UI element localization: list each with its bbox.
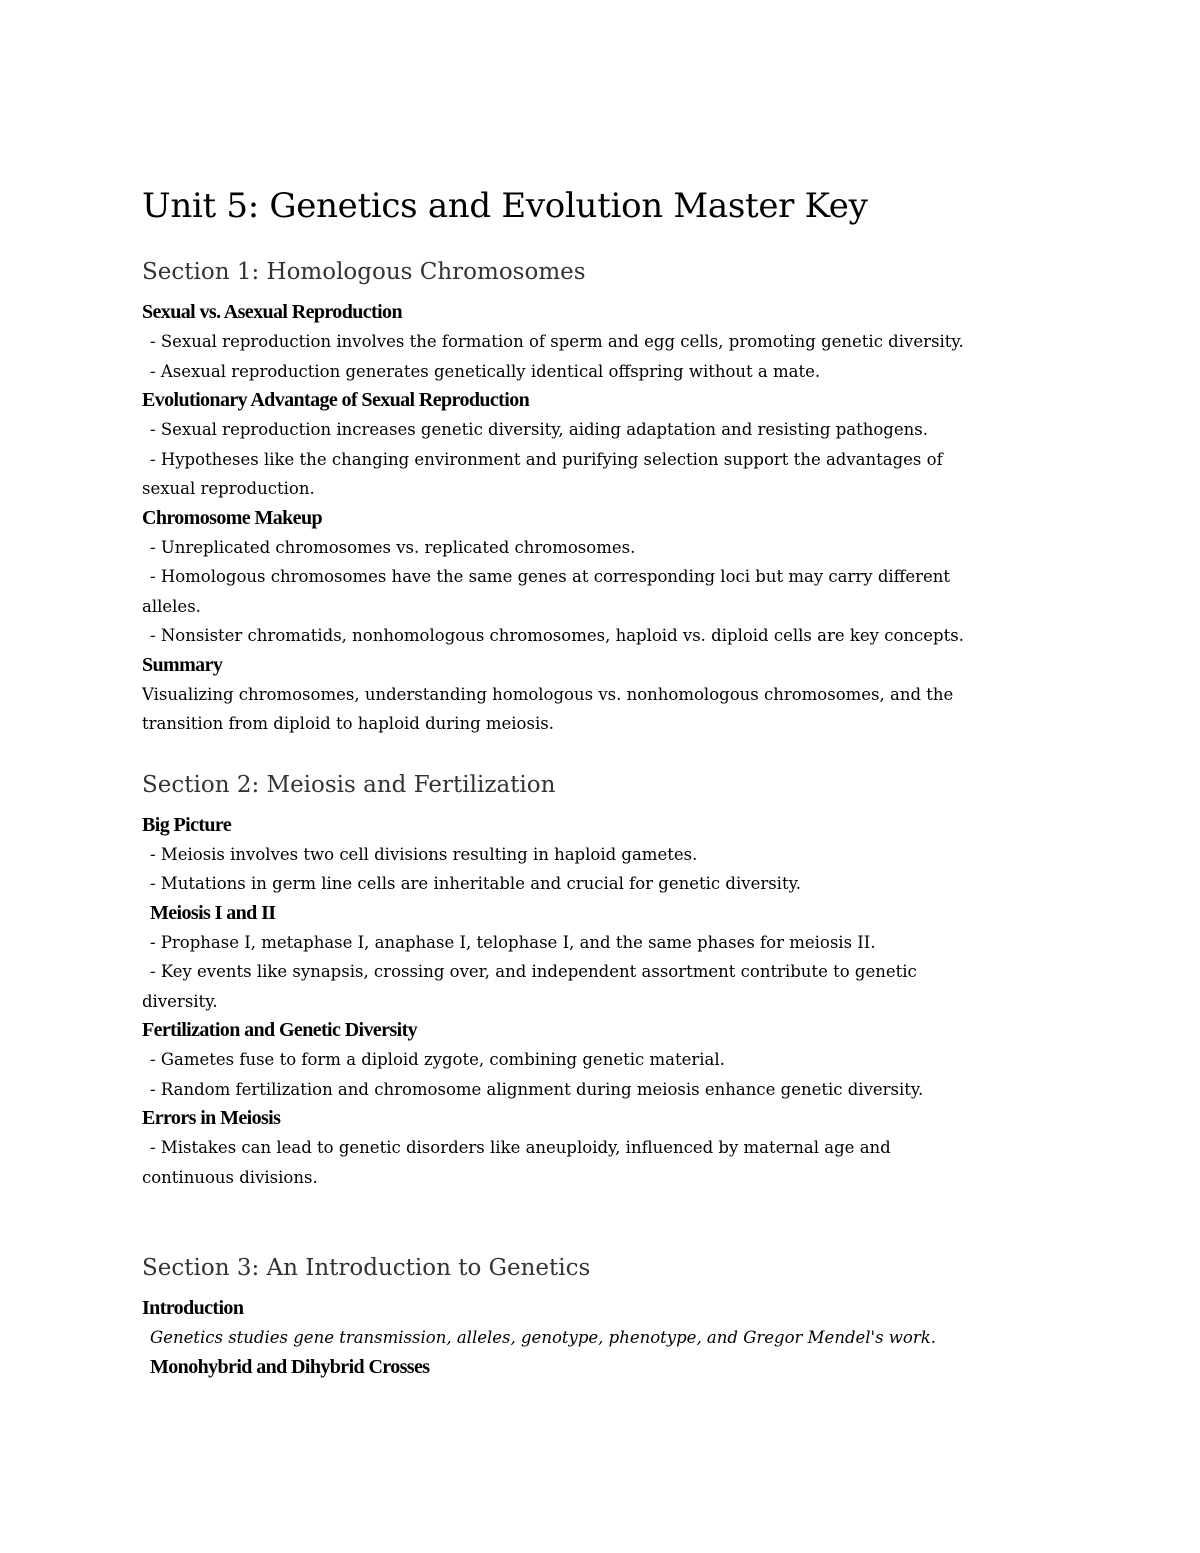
paragraph-line: - Sexual reproduction involves the formation of sperm and egg cells, promoting genetic diversity. (150, 332, 964, 351)
section-2-heading: Section 2: Meiosis and Fertilization (142, 771, 556, 798)
chromosome-makeup-heading: Chromosome Makeup (142, 506, 322, 529)
section-2 (142, 767, 1062, 1193)
paragraph-line: - Sexual reproduction increases genetic diversity, aiding adaptation and resisting pathogens. (150, 420, 928, 439)
paragraph-line: - Asexual reproduction generates genetically identical offspring without a mate. (150, 361, 821, 381)
paragraph-line: - Key events like synapsis, crossing over, and independent assortment contribute to genetic (150, 962, 917, 981)
section-1-heading: Section 1: Homologous Chromosomes (142, 259, 586, 285)
errors-in-meiosis-heading: Errors in Meiosis (142, 1107, 281, 1129)
sexual-vs-asexual-heading: Sexual vs. Asexual Reproduction (142, 301, 402, 323)
paragraph-line: Genetics studies gene transmission, alleles, genotype, phenotype, and Gregor Mendel's work. (150, 1328, 936, 1347)
introduction-heading: Introduction (142, 1297, 244, 1319)
big-picture-heading: Big Picture (142, 813, 232, 836)
document-title: Unit 5: Genetics and Evolution Master Key (142, 186, 868, 226)
fertilization-heading: Fertilization and Genetic Diversity (142, 1019, 418, 1041)
paragraph-line: - Nonsister chromatids, nonhomologous chromosomes, haploid vs. diploid cells are key concepts. (150, 626, 964, 645)
paragraph-line: - Meiosis involves two cell divisions resulting in haploid gametes. (150, 844, 698, 864)
section-3 (142, 1250, 1062, 1382)
summary-heading: Summary (142, 653, 223, 676)
paragraph-line: - Prophase I, metaphase I, anaphase I, telophase I, and the same phases for meiosis II. (150, 932, 876, 952)
paragraph-line: - Homologous chromosomes have the same genes at corresponding loci but may carry different (150, 567, 951, 586)
paragraph-line: transition from diploid to haploid during meiosis. (142, 714, 554, 733)
meiosis-i-ii-heading: Meiosis I and II (150, 901, 276, 924)
paragraph-line: sexual reproduction. (142, 479, 315, 498)
section-3-heading: Section 3: An Introduction to Genetics (142, 1255, 591, 1281)
paragraph-line: - Mutations in germ line cells are inheritable and crucial for genetic diversity. (150, 874, 801, 893)
paragraph-line: - Gametes fuse to form a diploid zygote, combining genetic material. (150, 1050, 725, 1069)
paragraph-line: continuous divisions. (142, 1167, 318, 1187)
paragraph-line: diversity. (142, 991, 218, 1011)
paragraph-line: - Unreplicated chromosomes vs. replicated chromosomes. (150, 537, 636, 557)
evolutionary-advantage-heading: Evolutionary Advantage of Sexual Reproduction (142, 389, 530, 411)
paragraph-line: alleles. (142, 596, 201, 616)
paragraph-line: - Hypotheses like the changing environment and purifying selection support the advantages of (150, 449, 943, 469)
section-1 (142, 254, 1062, 739)
paragraph-line: Visualizing chromosomes, understanding homologous vs. nonhomologous chromosomes, and the (142, 684, 954, 704)
paragraph-line: - Random fertilization and chromosome alignment during meiosis enhance genetic diversity. (150, 1079, 924, 1099)
document-page (142, 180, 1062, 1382)
paragraph-line: - Mistakes can lead to genetic disorders like aneuploidy, influenced by maternal age and (150, 1138, 891, 1157)
monohybrid-dihybrid-heading: Monohybrid and Dihybrid Crosses (150, 1355, 430, 1378)
